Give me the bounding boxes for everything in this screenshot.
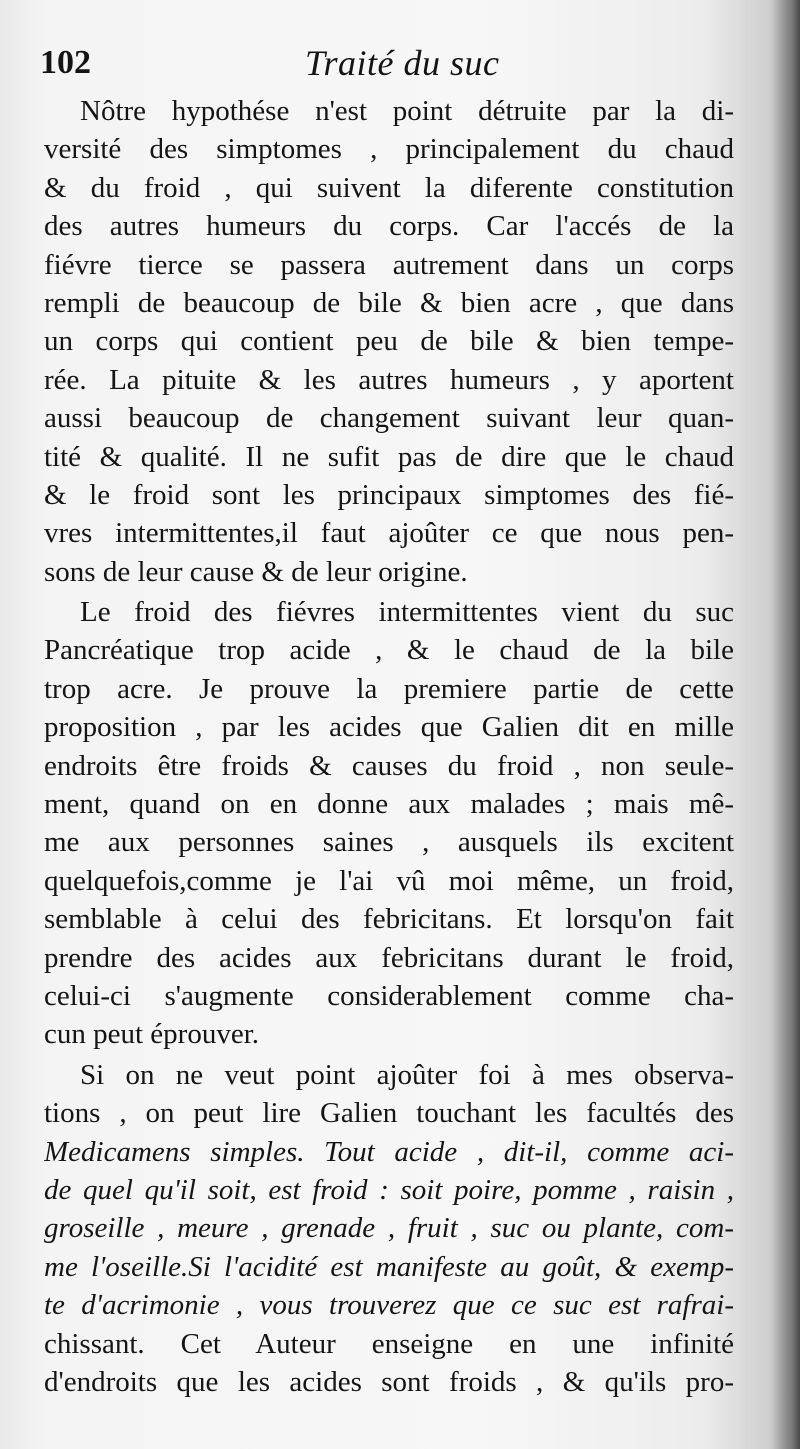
text-line: proposition , par les acides que Galien dit en mille: [44, 711, 734, 744]
text-line: de quel qu'il soit, est froid : soit poire, pomme , raisin ,: [44, 1173, 734, 1206]
text-line: Nôtre hypothése n'est point détruite par la di-: [80, 95, 734, 127]
page-number: 102: [40, 44, 91, 81]
text-line: rempli de beaucoup de bile & bien acre , que dans: [44, 286, 734, 319]
text-line: tité & qualité. Il ne sufit pas de dire que le chaud: [44, 440, 734, 473]
text-line: cun peut éprouver.: [44, 1018, 260, 1051]
text-line: me aux personnes saines , ausquels ils excitent: [44, 826, 734, 859]
text-line: ment, quand on en donne aux malades ; mais mê-: [44, 788, 734, 821]
paragraph-2: [44, 593, 734, 1054]
text-line: chissant. Cet Auteur enseigne en une infinité: [44, 1327, 734, 1360]
text-line: Le froid des fiévres intermittentes vient du suc: [80, 596, 734, 629]
text-line: sons de leur cause & de leur origine.: [44, 555, 468, 588]
text-line: fiévre tierce se passera autrement dans un corps: [44, 248, 734, 281]
text-line: & du froid , qui suivent la diferente constitution: [44, 171, 734, 204]
text-line: Pancréatique trop acide , & le chaud de la bile: [44, 634, 734, 667]
paragraph-1: [44, 92, 734, 591]
paragraph-3: [44, 1056, 734, 1402]
text-line: prendre des acides aux febricitans durant le froid,: [44, 941, 734, 974]
text-line: versité des simptomes , principalement du chaud: [44, 133, 734, 166]
text-line: me l'oseille.Si l'acidité est manifeste au goût, & exemp-: [44, 1250, 734, 1283]
text-line: d'endroits que les acides sont froids , & qu'ils pro-: [44, 1365, 734, 1398]
text-line: vres intermittentes,il faut ajoûter ce que nous pen-: [44, 517, 734, 550]
text-line: semblable à celui des febricitans. Et lorsqu'on fait: [44, 903, 734, 936]
body-text: [44, 92, 734, 1401]
text-line: tions , on peut lire Galien touchant les facultés des: [44, 1097, 734, 1130]
text-line: Medicamens simples. Tout acide , dit-il, comme aci-: [44, 1135, 734, 1168]
text-line: quelquefois,comme je l'ai vû moi même, un froid,: [44, 864, 734, 897]
text-line: & le froid sont les principaux simptomes des fié-: [44, 478, 734, 511]
text-line: trop acre. Je prouve la premiere partie de cette: [44, 672, 734, 705]
text-line: celui-ci s'augmente considerablement comme cha-: [44, 979, 734, 1012]
text-line: groseille , meure , grenade , fruit , suc ou plante, com-: [44, 1212, 734, 1245]
text-line: aussi beaucoup de changement suivant leur quan-: [44, 402, 734, 435]
text-line: un corps qui contient peu de bile & bien tempe-: [44, 325, 734, 358]
text-line: Si on ne veut point ajoûter foi à mes observa-: [80, 1058, 734, 1091]
text-line: des autres humeurs du corps. Car l'accés de la: [44, 210, 734, 243]
running-title: Traité du suc: [305, 43, 500, 83]
text-line: endroits être froids & causes du froid , non seule-: [44, 749, 734, 782]
text-line: te d'acrimonie , vous trouverez que ce suc est rafrai-: [44, 1289, 734, 1322]
page-header: [40, 42, 740, 92]
text-line: rée. La pituite & les autres humeurs , y aportent: [44, 363, 734, 396]
